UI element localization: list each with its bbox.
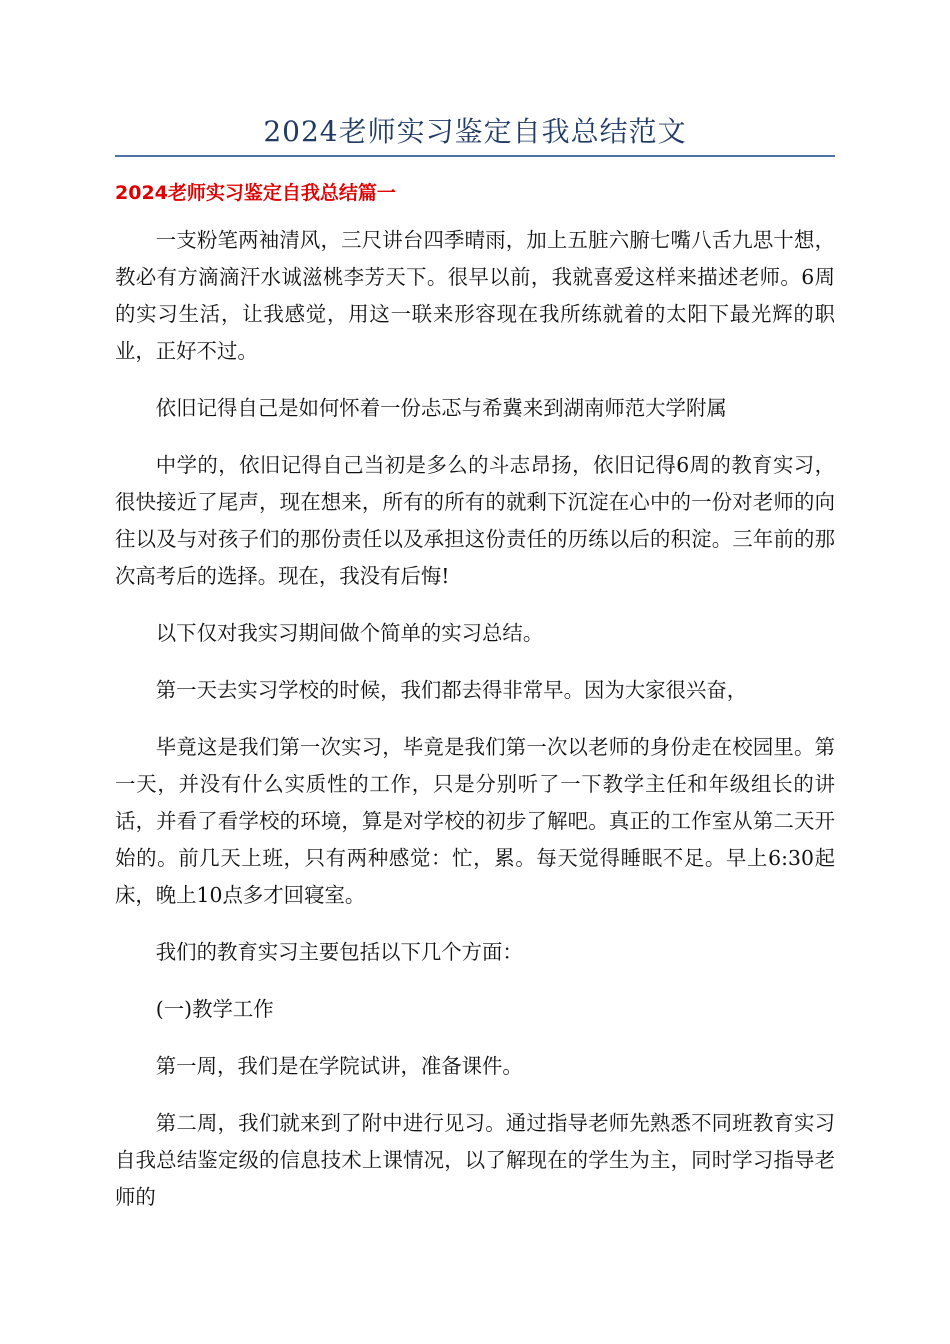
body-paragraph: 第二周，我们就来到了附中进行见习。通过指导老师先熟悉不同班教育实习自我总结鉴定级的信息技术上课情况，以了解现在的学生为主，同时学习指导老师的 <box>115 1111 835 1209</box>
body-paragraph: 第一天去实习学校的时候，我们都去得非常早。因为大家很兴奋， <box>155 678 748 702</box>
title-underline <box>115 155 835 157</box>
document-title: 2024老师实习鉴定自我总结范文 <box>263 115 687 148</box>
body-paragraph: 第一周，我们是在学院试讲，准备课件。 <box>155 1054 523 1078</box>
document-body <box>115 222 835 1236</box>
body-paragraph: 我们的教育实习主要包括以下几个方面： <box>155 940 523 964</box>
body-paragraph: 毕竟这是我们第一次实习，毕竟是我们第一次以老师的身份走在校园里。第一天，并没有什么实质性的工作，只是分别听了一下教学主任和年级组长的讲话，并看了看学校的环境，算是对学校的初步了解吧。真正的工作室从第二天开始的。前几天上班，只有两种感觉：忙，累。每天觉得睡眠不足。早上6:30起床，晚上10点多才回寝室。 <box>115 735 835 907</box>
section-heading: 2024老师实习鉴定自我总结篇一 <box>115 182 396 204</box>
body-paragraph: 一支粉笔两袖清风，三尺讲台四季晴雨，加上五脏六腑七嘴八舌九思十想，教必有方滴滴汗水诚滋桃李芳天下。很早以前，我就喜爱这样来描述老师。6周的实习生活，让我感觉，用这一联来形容现在我所练就着的太阳下最光辉的职业，正好不过。 <box>115 228 835 363</box>
body-paragraph: 中学的，依旧记得自己当初是多么的斗志昂扬，依旧记得6周的教育实习，很快接近了尾声，现在想来，所有的所有的就剩下沉淀在心中的一份对老师的向往以及与对孩子们的那份责任以及承担这份责任的历练以后的积淀。三年前的那次高考后的选择。现在，我没有后悔! <box>115 453 835 588</box>
body-paragraph: 以下仅对我实习期间做个简单的实习总结。 <box>155 621 544 645</box>
body-paragraph: (一)教学工作 <box>155 997 274 1021</box>
body-paragraph: 依旧记得自己是如何怀着一份忐忑与希冀来到湖南师范大学附属 <box>155 396 727 420</box>
